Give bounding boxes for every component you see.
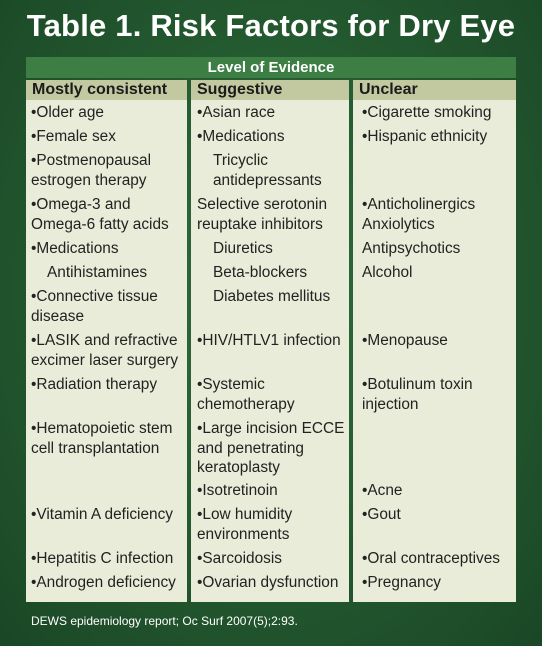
column-unclear	[353, 80, 516, 602]
table-columns	[26, 80, 516, 602]
risk-factor-item: •LASIK and refractive excimer laser surgery	[31, 332, 179, 369]
column-header-suggestive: Suggestive	[191, 80, 349, 100]
risk-factor-item: •Ovarian dysfunction	[197, 574, 339, 591]
risk-factor-item: •Female sex	[31, 128, 116, 145]
risk-factor-item: •Hepatitis C infection	[31, 550, 174, 567]
risk-factor-item: •Asian race	[197, 104, 276, 121]
risk-factor-item: •Anticholinergics Anxiolytics	[362, 196, 476, 233]
risk-factor-item: •Acne	[362, 482, 403, 499]
risk-factor-subitem: Antihistamines	[47, 264, 148, 281]
risk-factors-table	[26, 57, 516, 602]
risk-factor-item: •Cigarette smoking	[362, 104, 492, 121]
column-suggestive	[191, 80, 349, 602]
risk-factor-subitem: Alcohol	[362, 264, 413, 281]
risk-factor-item: •Gout	[362, 506, 401, 523]
risk-factor-item: •Hematopoietic stem cell transplantation	[31, 420, 173, 457]
risk-factor-subitem: Tricyclic antidepressants	[213, 152, 322, 189]
level-of-evidence-header: Level of Evidence	[26, 57, 516, 78]
risk-factor-item: •HIV/HTLV1 infection	[197, 332, 341, 349]
column-mostly-consistent	[26, 80, 187, 602]
risk-factor-item: •Oral contraceptives	[362, 550, 500, 567]
risk-factor-item: •Botulinum toxin injection	[362, 376, 473, 413]
risk-factor-item: •Pregnancy	[362, 574, 441, 591]
column-header-mostly-consistent: Mostly consistent	[26, 80, 187, 100]
risk-factor-item: •Systemic chemotherapy	[197, 376, 295, 413]
risk-factor-item: •Low humidity environments	[197, 506, 293, 543]
risk-factor-subitem: Diuretics	[213, 240, 273, 257]
risk-factor-item: •Radiation therapy	[31, 376, 158, 393]
risk-factor-item: •Connective tissue disease	[31, 288, 158, 325]
table-title: Table 1. Risk Factors for Dry Eye	[26, 8, 516, 43]
risk-factor-item: •Androgen deficiency	[31, 574, 176, 591]
risk-factor-subitem: Selective serotonin reuptake inhibitors	[197, 196, 328, 233]
risk-factor-subitem: Beta-blockers	[213, 264, 308, 281]
risk-factor-item: •Isotretinoin	[197, 482, 278, 499]
risk-factor-item: •Older age	[31, 104, 104, 121]
source-footnote: DEWS epidemiology report; Oc Surf 2007(5);2:93.	[31, 614, 298, 628]
risk-factor-item: •Omega-3 and Omega-6 fatty acids	[31, 196, 169, 233]
risk-factor-item: •Menopause	[362, 332, 448, 349]
risk-factor-item: •Postmenopausal estrogen therapy	[31, 152, 152, 189]
risk-factor-item: •Sarcoidosis	[197, 550, 282, 567]
risk-factor-item: •Hispanic ethnicity	[362, 128, 488, 145]
risk-factor-item: •Medications	[31, 240, 119, 257]
risk-factor-item: •Medications	[197, 128, 285, 145]
column-header-unclear: Unclear	[353, 80, 516, 100]
risk-factor-item: •Large incision ECCE and penetrating keratoplasty	[197, 420, 345, 476]
risk-factor-subitem: Diabetes mellitus	[213, 288, 331, 305]
risk-factor-item: •Vitamin A deficiency	[31, 506, 173, 523]
risk-factor-subitem: Antipsychotics	[362, 240, 461, 257]
